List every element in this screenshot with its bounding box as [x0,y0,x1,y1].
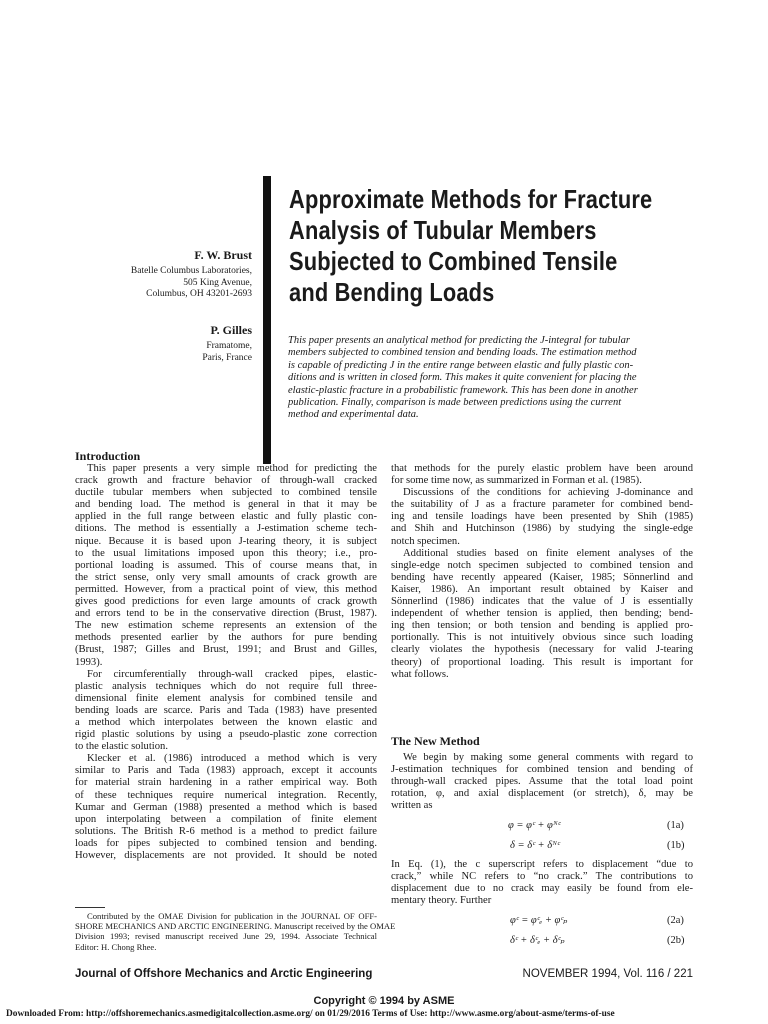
text-line: permitted. However, from a practical point of view, this method [75,583,377,595]
text-line: portional loading is assumed. This of course means that, in [75,559,377,571]
text-line: loads for pipes subjected to combined tension and bending. [75,837,377,849]
text-line: for some time now, as summarized in Forman et al. (1985). [391,475,642,487]
text-line: For circumferentially through-wall cracked pipes, elastic- [87,668,377,680]
issue-info: NOVEMBER 1994, Vol. 116 / 221 [522,968,693,980]
section-heading-introduction: Introduction [75,449,141,463]
equation-number-1b: (1b) [667,840,685,851]
download-notice: Downloaded From: http://offshoremechanics.asmedigitalcollection.asme.org/ on 01/29/2016 Terms of Use: http://www.asme.org/about-asme/terms-of-use [6,1009,615,1019]
text-line: and errors tend to be in the conservative direction (Brust, 1987). [75,608,377,620]
text-line: (Brust, 1987; Gilles and Brust, 1991; and Brust and Gilles, [75,644,377,656]
text-line: written as [391,800,433,812]
text-line: portionally. This is not intuitively obvious since such loading [391,632,693,644]
author-name: P. Gilles [210,323,252,337]
copyright: Copyright © 1994 by ASME [313,995,455,1007]
text-line: crack,” while NC refers to “no crack.” The contributions to [391,871,693,883]
text-line: ditions. The method is essentially a J-estimation scheme tech- [75,523,377,535]
text-line: Kaiser, 1986). An important result obtained by Kaiser and [391,583,693,595]
text-line: We begin by making some general comments with regard to [403,752,693,763]
text-line: The new estimation scheme represents an extension of the [75,620,377,632]
text-line: to the elastic solution. [75,741,168,753]
author-name: F. W. Brust [194,248,252,262]
text-line: plastic analysis techniques which do not require full three- [75,680,377,692]
text-line: to the usual limitations imposed upon this theory; i.e., pro- [75,547,377,559]
section-heading-new-method: The New Method [391,734,480,748]
text-line: This paper presents a very simple method for predicting the [87,463,377,474]
text-line: 1993). [75,656,103,668]
footnote-rule [75,907,105,908]
text-line: bending loads are scarce. Paris and Tada (1983) have presented [75,704,377,716]
text-line: ing and tensile loadings have been presented by Shih (1985) [391,511,693,523]
text-line: In Eq. (1), the c superscript refers to displacement “due to [391,859,693,870]
text-line: ing then tension; or both tension and bending is applied pro- [391,620,693,632]
text-line: the suitability of J as a fracture parameter for combined bend- [391,499,693,511]
text-line: the strict sense, only very small amounts of crack growth are [75,571,377,583]
text-line: displacement due to no crack may easily be found from ele- [391,883,693,895]
text-line: solutions. The British R-6 method is a method to predict failure [75,825,377,837]
text-line: that methods for the purely elastic problem have been around [391,463,693,474]
text-line: clearly violates the hypothesis (necessary for valid J-tearing [391,644,693,656]
text-line: and Shih and Hutchinson (1986) by studying the single-edge [391,523,693,535]
text-line: J-estimation techniques for combined tension and bending of [391,764,693,776]
equation-number-1a: (1a) [667,820,684,831]
equation-number-2b: (2b) [667,935,685,946]
text-line: rotation, φ, and axial displacement (or stretch), δ, may be [391,788,693,800]
right-column-method [391,752,693,812]
equation-1a: φ = φᶜ + φᴺᶜ [508,820,561,831]
right-column-after-equations [391,859,693,907]
text-line: rigid plastic solutions by using a pseudo-plastic zone correction [75,729,377,741]
text-line: Klecker et al. (1986) introduced a method which is very [87,753,377,765]
text-line: of these techniques require numerical integration. Recently, [75,789,377,801]
text-line: independent of whether tension is applied, then bending; bend- [391,608,693,620]
text-line: applied in the full range between elastic and fully plastic con- [75,511,377,523]
footnote: Contributed by the OMAE Division for publication in the JOURNAL OF OFF- SHORE MECHANICS AND ARCTIC ENGINEERING. Manuscript received by the OMAE Division 1993; revised manuscript received June 29, 1994. Associate Technical Editor: H. Chong Rhee. [75,911,396,952]
text-line: crack growth and fracture behavior of through-wall cracked [75,475,377,487]
text-line: Kumar and German (1988) presented a method which is based [75,801,377,813]
author-affiliation: Framatome, Paris, France [202,341,252,363]
journal-name: Journal of Offshore Mechanics and Arctic Engineering [75,968,373,980]
text-line: nique. Because it is based upon J-tearing theory, it is subject [75,535,377,547]
author-block [52,248,252,301]
equation-2a: φᶜ = φᶜₑ + φᶜₚ [510,915,568,926]
text-line: Sönnerlind (1986) indicates that the value of J is essentially [391,596,693,608]
text-line: dimensional finite element analysis for combined tensile and [75,692,377,704]
author-affiliation: Batelle Columbus Laboratories, 505 King Avenue, Columbus, OH 43201-2693 [130,266,252,299]
text-line: similar to Paris and Tada (1983) approach, except it accounts [75,765,377,777]
text-line: However, displacements are not provided. It should be noted [75,850,377,861]
text-line: bending have recently appeared (Kaiser, 1985; Sönnerlind and [391,571,693,583]
text-line: Additional studies based on finite element analyses of the [403,547,693,559]
text-line: and bending load. The method is general in that it may be [75,499,377,511]
equation-2b: δᶜ + δᶜₑ + δᶜₚ [510,935,565,946]
author-block [52,323,252,364]
equation-1b: δ = δᶜ + δᴺᶜ [510,840,560,851]
equation-number-2a: (2a) [667,915,684,926]
right-column-top [391,463,693,681]
text-line: methods presented earlier by the authors for pure bending [75,632,377,644]
text-line: what follows. [391,668,449,680]
text-line: upon interpolating between a compilation of finite element [75,813,377,825]
text-line: ductile tubular members when subjected to combined tensile [75,487,377,499]
text-line: mentary theory. Further [391,895,492,907]
text-line: through-wall cracked pipes. Assume that the total load point [391,776,693,788]
text-line: a method which interpolates between the known elastic and [75,716,377,728]
text-line: single-edge notch specimen subjected to combined tension and [391,559,693,571]
text-line: gives good predictions for even large amounts of crack growth [75,596,377,608]
title-bar [263,176,271,464]
text-line: notch specimen. [391,535,460,547]
text-line: Discussions of the conditions for achieving J-dominance and [403,487,693,499]
paper-title: Approximate Methods for Fracture Analysis of Tubular Members Subjected to Combined Tensile and Bending Loads [289,184,653,307]
text-line: theory) of proportional loading. This result is important for [391,656,693,668]
text-line: for material strain hardening in a rather empirical way. Both [75,777,377,789]
left-column [75,463,377,862]
abstract: This paper presents an analytical method for predicting the J-integral for tubular members subjected to combined tension and bending loads. The estimation method is capable of predicting J in the entire range between elastic and fully plastic con- ditions and is written in closed form. This makes it quite convenient for placing the elastic-plastic fracture in a probabilistic framework. This has been done in another publication. Finally, comparison is made between predictions using the current method and experimental data. [288,335,638,421]
